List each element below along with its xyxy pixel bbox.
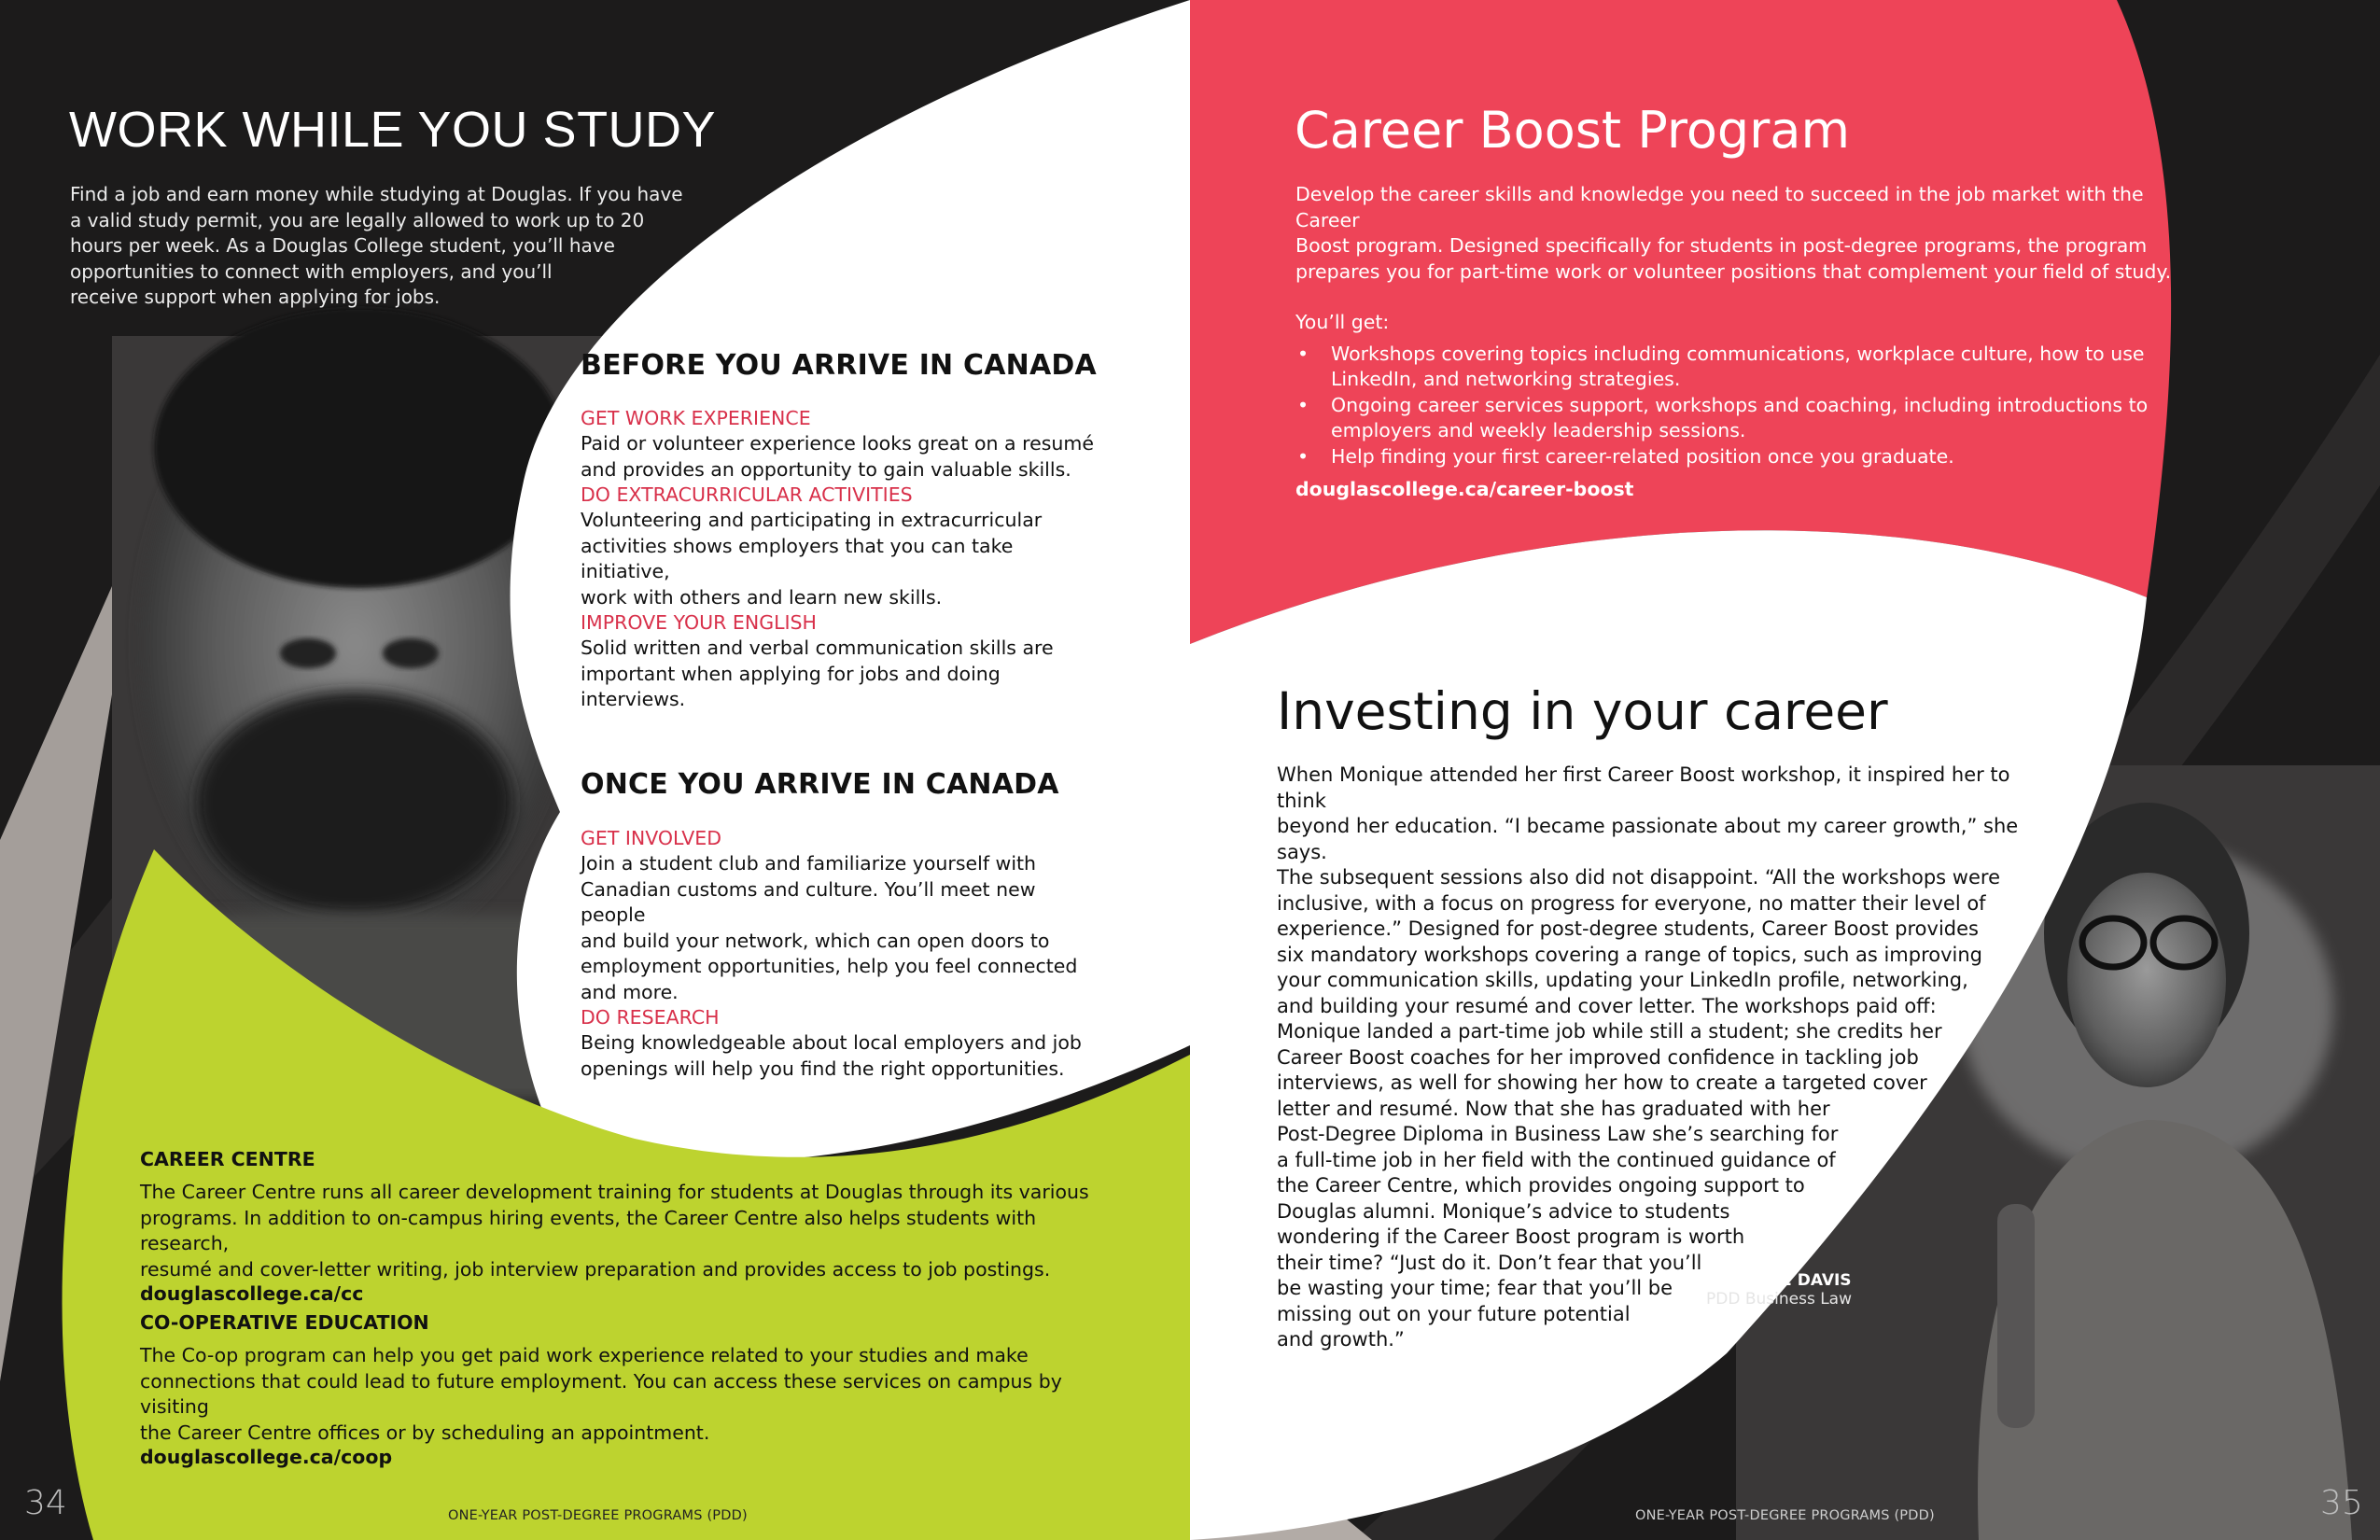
item-heading: IMPROVE YOUR ENGLISH	[581, 611, 817, 634]
story-line: the Career Centre, which provides ongoing support to	[1277, 1174, 1805, 1197]
intro-line: hours per week. As a Douglas College student, you’ll have	[70, 234, 615, 257]
caption-name: MONIQUE DAVIS	[1706, 1271, 1852, 1290]
item-text: and build your network, which can open doors to	[581, 929, 1050, 952]
before-arrival-heading: BEFORE YOU ARRIVE IN CANADA	[581, 349, 1097, 382]
list-item	[1331, 444, 2182, 470]
list-item	[1331, 393, 2182, 444]
career-centre-text: The Career Centre runs all career development training for students at Douglas through its various	[140, 1181, 1089, 1203]
list-item	[581, 406, 1103, 483]
coop-link[interactable]: douglascollege.ca/coop	[140, 1446, 393, 1468]
benefits-list	[1295, 342, 2182, 470]
list-item	[1331, 342, 2182, 393]
intro-line: prepares you for part-time work or volunteer positions that complement your field of study.	[1295, 259, 2172, 283]
bullet-line: • Help finding your first career-related position once you graduate.	[1331, 444, 1954, 468]
item-text: Solid written and verbal communication skills are	[581, 637, 1054, 659]
coop-text: connections that could lead to future employment. You can access these services on campus by visiting	[140, 1369, 1062, 1418]
item-text: and more.	[581, 980, 679, 1003]
career-centre-text: programs. In addition to on-campus hiring events, the Career Centre also helps students with research,	[140, 1206, 1037, 1254]
coop-block	[140, 1311, 1111, 1468]
footer-left: ONE-YEAR POST-DEGREE PROGRAMS (PDD)	[448, 1508, 748, 1523]
story-line: a full-time job in her field with the continued guidance of	[1277, 1148, 1836, 1171]
story-line: their time? “Just do it. Don’t fear that you’ll	[1277, 1251, 1702, 1274]
story-line: experience.” Designed for post-degree students, Career Boost provides	[1277, 917, 1979, 940]
story-line: and growth.”	[1277, 1328, 1405, 1351]
career-centre-heading: CAREER CENTRE	[140, 1148, 315, 1170]
story-title: Investing in your career	[1277, 681, 1888, 741]
story-line: beyond her education. “I became passionate about my career growth,” she says.	[1277, 815, 2019, 863]
item-text: and provides an opportunity to gain valuable skills.	[581, 457, 1071, 481]
intro-line: receive support when applying for jobs.	[70, 286, 441, 308]
career-boost-intro	[1295, 182, 2182, 503]
story-line: When Monique attended her first Career Boost workshop, it inspired her to think	[1277, 763, 2010, 812]
coop-text: the Career Centre offices or by scheduling an appointment.	[140, 1421, 710, 1444]
item-text: Volunteering and participating in extracurricular	[581, 509, 1043, 531]
coop-text: The Co-op program can help you get paid work experience related to your studies and make	[140, 1344, 1029, 1366]
item-heading: GET WORK EXPERIENCE	[581, 407, 811, 429]
item-heading: GET INVOLVED	[581, 827, 721, 849]
page-number-right: 35	[2320, 1484, 2363, 1522]
career-centre-text: resumé and cover-letter writing, job interview preparation and provides access to job postings.	[140, 1257, 1051, 1281]
page-title-work-while-you-study: WORK WHILE YOU STUDY	[69, 102, 717, 158]
youll-get-label: You’ll get:	[1295, 311, 1390, 333]
item-text: Being knowledgeable about local employers and job	[581, 1031, 1082, 1054]
before-arrival-list	[581, 406, 1103, 713]
story-line: six mandatory workshops covering a range of topics, such as improving	[1277, 943, 1983, 966]
item-text: important when applying for jobs and doing interviews.	[581, 662, 1001, 710]
career-centre-block	[140, 1148, 1111, 1305]
item-text: Canadian customs and culture. You’ll meet new people	[581, 877, 1036, 926]
story-line: Post-Degree Diploma in Business Law she’s searching for	[1277, 1123, 1839, 1145]
story-line: wondering if the Career Boost program is worth	[1277, 1225, 1745, 1248]
item-text: work with others and learn new skills.	[581, 585, 943, 609]
item-text: openings will help you find the right opportunities.	[581, 1057, 1065, 1080]
story-line: missing out on your future potential	[1277, 1302, 1631, 1325]
story-line: The subsequent sessions also did not disappoint. “All the workshops were	[1277, 866, 2000, 889]
story-line: Monique landed a part-time job while still a student; she credits her	[1277, 1020, 1942, 1043]
item-heading: DO EXTRACURRICULAR ACTIVITIES	[581, 483, 913, 506]
coop-heading: CO-OPERATIVE EDUCATION	[140, 1311, 429, 1334]
footer-right: ONE-YEAR POST-DEGREE PROGRAMS (PDD)	[1635, 1508, 1935, 1523]
story-line: Career Boost coaches for her improved confidence in tackling job	[1277, 1045, 1919, 1069]
photo-caption	[1706, 1271, 1852, 1309]
intro-line: Develop the career skills and knowledge you need to succeed in the job market with the Career	[1295, 183, 2144, 231]
intro-line: opportunities to connect with employers, and you’ll	[70, 259, 553, 283]
item-text: Join a student club and familiarize yourself with	[581, 852, 1037, 875]
story-line: interviews, as well for showing her how to create a targeted cover	[1277, 1071, 1927, 1094]
story-line: letter and resumé. Now that she has graduated with her	[1277, 1097, 1830, 1120]
item-text: Paid or volunteer experience looks great on a resumé	[581, 432, 1094, 455]
story-line: and building your resumé and cover letter. The workshops paid off:	[1277, 994, 1937, 1017]
story-line: Douglas alumni. Monique’s advice to students	[1277, 1199, 1730, 1223]
story-text	[1277, 763, 2042, 1353]
story-line: your communication skills, updating your LinkedIn profile, networking,	[1277, 969, 1968, 991]
intro-line: Boost program. Designed specifically for students in post-degree programs, the program	[1295, 234, 2148, 257]
list-item	[581, 826, 1103, 1005]
item-text: employment opportunities, help you feel connected	[581, 955, 1078, 977]
page-number-left: 34	[24, 1484, 67, 1522]
intro-line: Find a job and earn money while studying at Douglas. If you have	[70, 183, 683, 205]
bullet-line: employers and weekly leadership sessions.	[1331, 419, 1746, 441]
item-heading: DO RESEARCH	[581, 1006, 720, 1029]
item-text: activities shows employers that you can take initiative,	[581, 534, 1014, 582]
bullet-line: • Workshops covering topics including communications, workplace culture, how to use	[1331, 342, 2145, 365]
story-line: be wasting your time; fear that you’ll be	[1277, 1277, 1673, 1299]
story-line: inclusive, with a focus on progress for everyone, no matter their level of	[1277, 891, 1986, 915]
intro-line: a valid study permit, you are legally allowed to work up to 20	[70, 208, 645, 231]
intro-paragraph	[70, 182, 686, 311]
once-arrived-list	[581, 826, 1103, 1082]
list-item	[581, 610, 1103, 713]
career-centre-link[interactable]: douglascollege.ca/cc	[140, 1282, 364, 1305]
caption-program: PDD Business Law	[1706, 1290, 1852, 1309]
once-arrived-heading: ONCE YOU ARRIVE IN CANADA	[581, 768, 1059, 801]
list-item	[581, 1005, 1103, 1082]
list-item	[581, 483, 1103, 610]
career-boost-link[interactable]: douglascollege.ca/career-boost	[1295, 478, 1634, 500]
career-boost-title: Career Boost Program	[1295, 101, 1851, 160]
bullet-line: • Ongoing career services support, workshops and coaching, including introductions to	[1331, 393, 2149, 416]
bullet-line: LinkedIn, and networking strategies.	[1331, 368, 1681, 390]
